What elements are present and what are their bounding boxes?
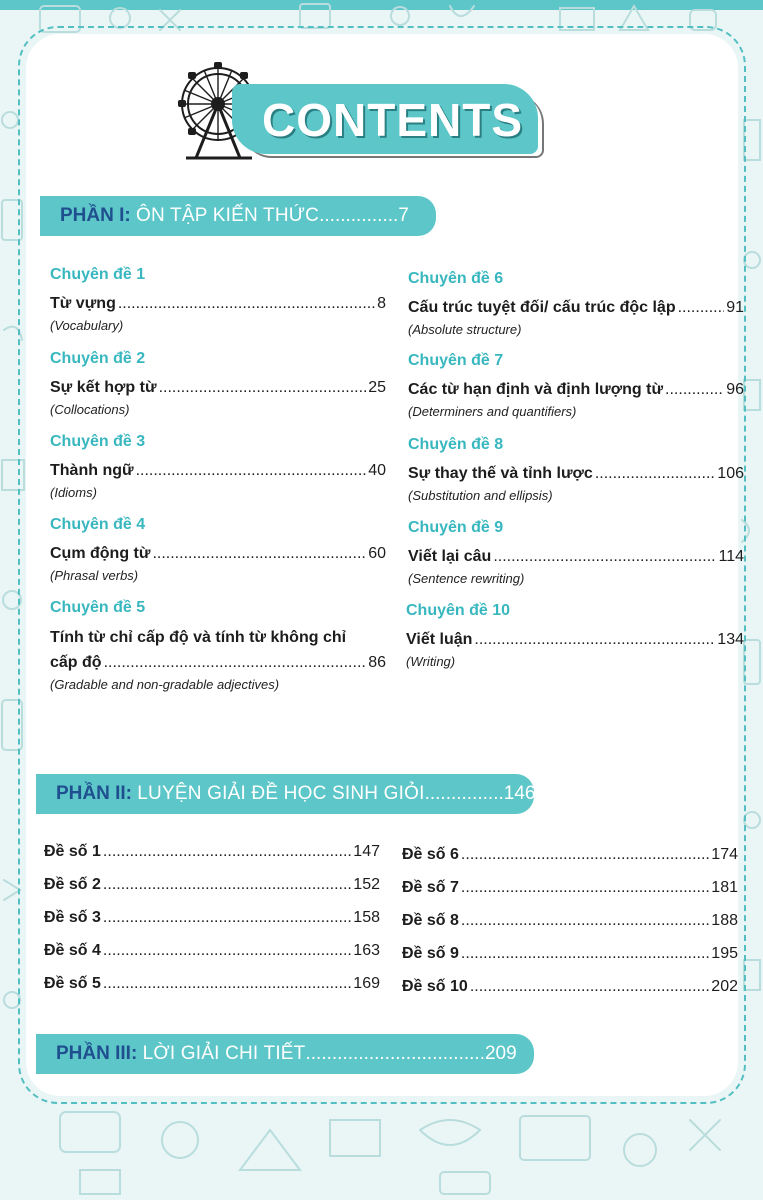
part-1-page: 7 xyxy=(398,205,409,226)
page-number: 202 xyxy=(711,978,738,995)
topic-subtitle: (Collocations) xyxy=(50,402,130,417)
page-number: 91 xyxy=(726,299,744,316)
topic-name: Cấu trúc tuyệt đối/ cấu trúc độc lập xyxy=(408,299,676,316)
leader-dots xyxy=(136,459,367,483)
leader-dots xyxy=(461,876,709,900)
leader-dots xyxy=(104,651,367,675)
part-1-name: PHẦN I: xyxy=(60,205,131,226)
topic-subtitle: (Gradable and non-gradable adjectives) xyxy=(50,677,280,692)
exam-name: Đề số 7 xyxy=(402,879,459,896)
topic-subtitle: (Phrasal verbs) xyxy=(50,568,139,583)
topic-name: Sự kết hợp từ xyxy=(50,379,157,396)
topic-subtitle: (Substitution and ellipsis) xyxy=(408,488,553,503)
topic-subtitle: (Writing) xyxy=(406,654,456,669)
topic-name: Sự thay thế và tỉnh lược xyxy=(408,465,593,482)
leader-dots xyxy=(493,545,716,569)
part-1-banner[interactable] xyxy=(40,196,436,236)
topic-2[interactable] xyxy=(50,348,386,420)
topic-label: Chuyên đề 1 xyxy=(50,266,146,283)
exam-4[interactable] xyxy=(44,939,380,963)
topic-subtitle: (Determiners and quantifiers) xyxy=(408,404,577,419)
part-2-name: PHẦN II: xyxy=(56,783,132,804)
leader-dots xyxy=(461,843,709,867)
exam-10[interactable] xyxy=(402,975,738,999)
part-2-page: 146 xyxy=(503,783,536,804)
topic-subtitle: (Absolute structure) xyxy=(408,322,522,337)
part-3-name: PHẦN III: xyxy=(56,1043,138,1064)
exam-name: Đề số 2 xyxy=(44,876,101,893)
exam-5[interactable] xyxy=(44,972,380,996)
leader-dots xyxy=(103,840,351,864)
topic-7[interactable] xyxy=(408,350,744,422)
topic-name: Viết luận xyxy=(406,631,473,648)
topic-name-continued: cấp độ xyxy=(50,654,102,671)
leader-dots xyxy=(595,462,715,486)
page-number: 195 xyxy=(711,945,738,962)
page-number: 152 xyxy=(353,876,380,893)
page-number: 174 xyxy=(711,846,738,863)
exam-name: Đề số 8 xyxy=(402,912,459,929)
leader-dots xyxy=(103,972,351,996)
leader-dots xyxy=(461,942,709,966)
exam-name: Đề số 5 xyxy=(44,975,101,992)
page-number: 163 xyxy=(353,942,380,959)
topic-name: Viết lại câu xyxy=(408,548,492,565)
page-number: 96 xyxy=(726,381,744,398)
page-number: 181 xyxy=(711,879,738,896)
leader-dots xyxy=(461,909,709,933)
topic-label: Chuyên đề 2 xyxy=(50,350,146,367)
leader-dots xyxy=(474,628,715,652)
topic-label: Chuyên đề 3 xyxy=(50,433,146,450)
part-3-dots: .................................. xyxy=(305,1043,485,1064)
page-number: 60 xyxy=(368,545,386,562)
exam-1[interactable] xyxy=(44,840,380,864)
topic-6[interactable] xyxy=(408,268,744,340)
page-number: 8 xyxy=(377,295,386,312)
exam-6[interactable] xyxy=(402,843,738,867)
leader-dots xyxy=(103,873,351,897)
page-title: CONTENTS xyxy=(262,94,523,146)
topic-subtitle: (Idioms) xyxy=(50,485,97,500)
part-1-title: ÔN TẬP KIẾN THỨC xyxy=(136,205,320,226)
leader-dots xyxy=(159,376,367,400)
leader-dots xyxy=(103,906,351,930)
exam-9[interactable] xyxy=(402,942,738,966)
part-3-title: LỜI GIẢI CHI TIẾT xyxy=(142,1043,306,1064)
part-2-dots: ............... xyxy=(424,783,504,804)
topic-name: Các từ hạn định và định lượng từ xyxy=(408,381,664,398)
part-3-page: 209 xyxy=(484,1043,517,1064)
exam-name: Đề số 9 xyxy=(402,945,459,962)
exam-name: Đề số 4 xyxy=(44,942,101,959)
page-number: 106 xyxy=(717,465,744,482)
page-number: 134 xyxy=(717,631,744,648)
page-number: 169 xyxy=(353,975,380,992)
leader-dots xyxy=(103,939,351,963)
page-number: 188 xyxy=(711,912,738,929)
exam-2[interactable] xyxy=(44,873,380,897)
topic-name: Thành ngữ xyxy=(50,462,134,479)
page-number: 25 xyxy=(368,379,386,396)
exam-name: Đề số 10 xyxy=(402,978,468,995)
leader-dots xyxy=(118,292,375,316)
part-3-banner[interactable] xyxy=(36,1034,534,1074)
topic-4[interactable] xyxy=(50,514,386,586)
topic-1[interactable] xyxy=(50,264,386,336)
topic-5[interactable] xyxy=(50,597,386,695)
part-2-title: LUYỆN GIẢI ĐỀ HỌC SINH GIỎI xyxy=(137,783,425,804)
exam-name: Đề số 3 xyxy=(44,909,101,926)
exam-3[interactable] xyxy=(44,906,380,930)
topic-label: Chuyên đề 8 xyxy=(408,436,504,453)
page-number: 114 xyxy=(718,548,744,565)
topic-10[interactable] xyxy=(406,600,744,672)
topic-subtitle: (Vocabulary) xyxy=(50,318,124,333)
page-number: 40 xyxy=(368,462,386,479)
exam-7[interactable] xyxy=(402,876,738,900)
topic-name: Tính từ chỉ cấp độ và tính từ không chỉ xyxy=(50,629,347,646)
leader-dots xyxy=(665,378,724,402)
topic-label: Chuyên đề 10 xyxy=(406,602,511,619)
exam-name: Đề số 1 xyxy=(44,843,101,860)
topic-3[interactable] xyxy=(50,431,386,503)
page-number: 158 xyxy=(353,909,380,926)
topic-subtitle: (Sentence rewriting) xyxy=(408,571,525,586)
leader-dots xyxy=(470,975,709,999)
leader-dots xyxy=(678,296,725,320)
topic-label: Chuyên đề 7 xyxy=(408,352,504,369)
topic-label: Chuyên đề 5 xyxy=(50,599,146,616)
topic-name: Cụm động từ xyxy=(50,545,151,562)
topic-label: Chuyên đề 4 xyxy=(50,516,146,533)
part-2-banner[interactable] xyxy=(36,774,534,814)
topic-8[interactable] xyxy=(408,434,744,506)
topic-label: Chuyên đề 9 xyxy=(408,519,504,536)
page-number: 147 xyxy=(353,843,380,860)
page-number: 86 xyxy=(368,654,386,671)
part-1-dots: ............... xyxy=(319,205,399,226)
topic-label: Chuyên đề 6 xyxy=(408,270,504,287)
exam-8[interactable] xyxy=(402,909,738,933)
leader-dots xyxy=(152,542,366,566)
exam-name: Đề số 6 xyxy=(402,846,459,863)
topic-9[interactable] xyxy=(408,517,744,589)
topic-name: Từ vựng xyxy=(50,295,116,312)
